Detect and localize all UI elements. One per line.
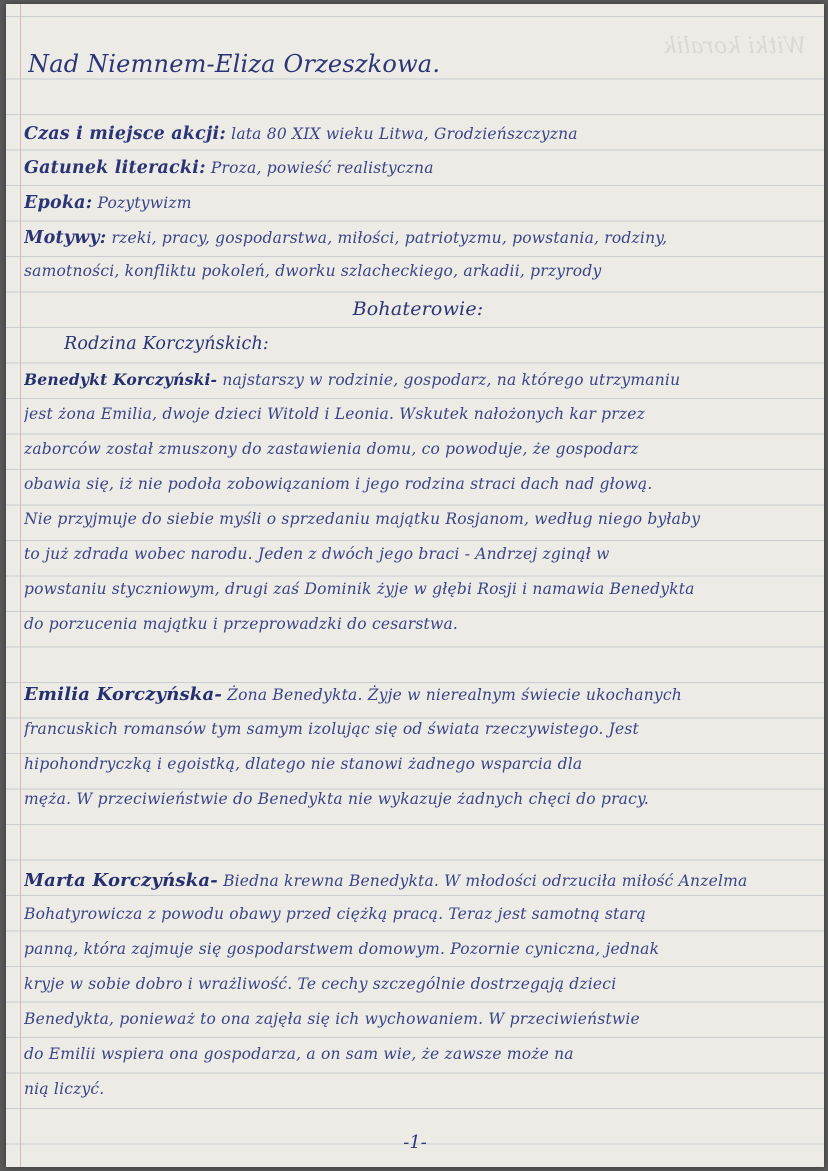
character-name: Marta Korczyńska- [24, 870, 218, 891]
character-name: Benedykt Korczyński- [24, 370, 218, 389]
character-name: Emilia Korczyńska- [24, 684, 223, 705]
info-label: Epoka: [24, 193, 93, 213]
info-label: Czas i miejsce akcji: [24, 124, 227, 144]
heroes-heading: Bohaterowie: [352, 298, 484, 320]
marta-line: Marta Korczyńska- Biedna krewna Benedykta. W młodości odrzuciła miłość Anzelma [24, 870, 748, 891]
info-line-genre [24, 158, 812, 178]
benedykt-line: do porzucenia majątku i przeprowadzki do cesarstwa. [24, 615, 459, 633]
emilia-line: męża. W przeciwieństwie do Benedykta nie wykazuje żadnych chęci do pracy. [24, 790, 650, 808]
marta-line: panną, która zajmuje się gospodarstwem domowym. Pozornie cyniczna, jednak [24, 940, 660, 958]
bleed-through-text: Witki koralik [662, 34, 806, 59]
notebook-page [6, 4, 824, 1167]
marta-line: nią liczyć. [24, 1080, 105, 1098]
info-label: Motywy: [24, 228, 107, 248]
marta-line: kryje w sobie dobro i wrażliwość. Te cechy szczególnie dostrzegają dzieci [24, 975, 617, 993]
info-line-epoch [24, 193, 812, 213]
benedykt-line: Nie przyjmuje do siebie myśli o sprzedaniu majątku Rosjanom, według niego byłaby [24, 510, 701, 528]
emilia-line: hipohondryczką i egoistką, dlatego nie stanowi żadnego wsparcia dla [24, 755, 583, 773]
benedykt-line: to już zdrada wobec narodu. Jeden z dwóch jego braci - Andrzej zginął w [24, 545, 610, 563]
benedykt-line: obawia się, iż nie podoła zobowiązaniom i jego rodzina straci dach nad głową. [24, 475, 653, 493]
info-line-time-place [24, 124, 812, 144]
info-line-motifs-cont [24, 262, 812, 280]
family-heading: Rodzina Korczyńskich: [64, 334, 270, 354]
info-label: Gatunek literacki: [24, 158, 206, 178]
page-title: Nad Niemnem-Eliza Orzeszkowa. [28, 50, 441, 78]
benedykt-line: Benedykt Korczyński- najstarszy w rodzinie, gospodarz, na którego utrzymaniu [24, 370, 681, 389]
benedykt-line: zaborców został zmuszony do zastawienia domu, co powoduje, że gospodarz [24, 440, 639, 458]
emilia-line: francuskich romansów tym samym izolując się od świata rzeczywistego. Jest [24, 720, 639, 738]
marta-line: Benedykta, ponieważ to ona zajęła się ich wychowaniem. W przeciwieństwie [24, 1010, 640, 1028]
info-value: Pozytywizm [97, 194, 192, 212]
benedykt-line: jest żona Emilia, dwoje dzieci Witold i Leonia. Wskutek nałożonych kar przez [24, 405, 646, 423]
marta-line: do Emilii wspiera ona gospodarza, a on sam wie, że zawsze może na [24, 1045, 574, 1063]
marta-line: Bohatyrowicza z powodu obawy przed ciężką pracą. Teraz jest samotną starą [24, 905, 646, 923]
page-number: -1- [403, 1132, 427, 1153]
info-value: rzeki, pracy, gospodarstwa, miłości, patriotyzmu, powstania, rodziny, [111, 229, 668, 247]
info-value: samotności, konfliktu pokoleń, dworku szlacheckiego, arkadii, przyrody [24, 262, 602, 280]
info-value: Proza, powieść realistyczna [210, 159, 434, 177]
margin-line [20, 4, 21, 1167]
info-line-motifs [24, 228, 812, 248]
benedykt-line: powstaniu styczniowym, drugi zaś Dominik żyje w głębi Rosji i namawia Benedykta [24, 580, 695, 598]
info-value: lata 80 XIX wieku Litwa, Grodzieńszczyzna [231, 125, 578, 143]
emilia-line: Emilia Korczyńska- Żona Benedykta. Żyje w nierealnym świecie ukochanych [24, 684, 682, 705]
